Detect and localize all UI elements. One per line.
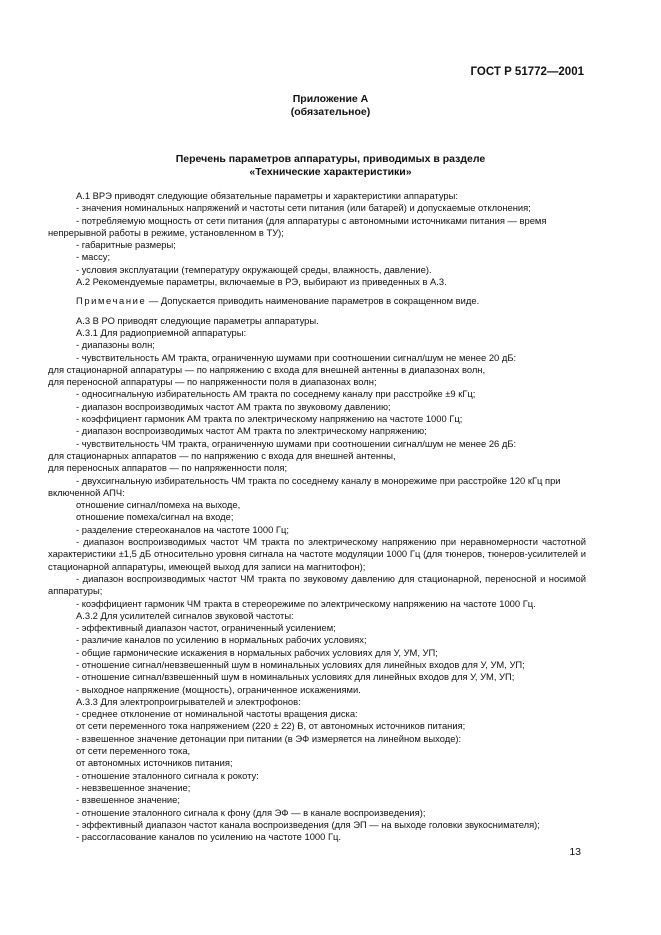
list-item: - коэффициент гармоник АМ тракта по электрическому напряжению на частоте 1000 Гц; (76, 413, 463, 425)
paragraph: А.3.2 Для усилителей сигналов звуковой частоты: (76, 609, 294, 621)
document-body (48, 190, 586, 843)
note-label: Примечание (76, 295, 147, 307)
list-item: - отношение эталонного сигнала к фону (для ЭФ — в канале воспроизведения); (76, 806, 426, 818)
list-item: - общие гармонические искажения в нормальных рабочих условиях для У, УМ, УП; (76, 646, 438, 658)
list-item: - диапазоны волн; (76, 339, 155, 351)
list-item: - массу; (76, 251, 111, 263)
list-item: - среднее отклонение от номинальной частоты вращения диска: (76, 708, 358, 720)
paragraph: А.3.1 Для радиоприемной аппаратуры: (76, 326, 247, 338)
paragraph: отношение помеха/сигнал на входе; (76, 511, 234, 523)
section-title-line2: «Технические характеристики» (249, 166, 412, 178)
appendix-heading (0, 93, 661, 119)
appendix-subtitle: (обязательное) (290, 106, 371, 118)
paragraph: от сети переменного тока напряжением (220 ± 22) В, от автономных источников питания; (76, 720, 466, 732)
list-item: - условия эксплуатации (температуру окружающей среды, влажность, давление). (76, 263, 432, 275)
paragraph: отношение сигнал/помеха на выходе, (76, 499, 241, 511)
list-item: - отношение сигнал/взвешенный шум в номинальных условиях для линейных входов для У, УМ, УП; (76, 671, 515, 683)
paragraph: А.1 ВРЭ приводят следующие обязательные параметры и характеристики аппаратуры: (76, 190, 458, 201)
list-item: - чувствительность ЧМ тракта, ограниченную шумами при соотношении сигнал/шум не менее 26 дБ: (76, 437, 517, 449)
paragraph: для стационарной аппаратуры — по напряжению с входа для внешней антенны в диапазонах волн, (48, 363, 486, 375)
list-item: - односигнальную избирательность АМ тракта по соседнему каналу при расстройке ±9 кГц; (76, 388, 476, 400)
list-item: - эффективный диапазон частот, ограниченный усилением; (76, 622, 336, 634)
list-item: - диапазон воспроизводимых частот ЧМ тракта по звуковому давлению для стационарной, переносной и носимой аппаратуры; (48, 572, 586, 597)
list-item: - отношение сигнал/невзвешенный шум в номинальных условиях для линейных входов для У, УМ, УП; (76, 658, 525, 670)
list-item: - взвешенное значение детонации при питании (в ЭФ измеряется на линейном выходе): (76, 732, 462, 744)
list-item: - отношение эталонного сигнала к рокоту: (76, 769, 259, 781)
list-item: - диапазон воспроизводимых частот АМ тракта по электрическому напряжению; (76, 425, 427, 437)
list-item: - коэффициент гармоник ЧМ тракта в стереорежиме по электрическому напряжению на частоте 1000 Гц. (76, 597, 536, 609)
appendix-title: Приложение А (292, 93, 369, 105)
list-item: - выходное напряжение (мощность), ограниченное искажениями. (76, 683, 361, 695)
list-item: - разделение стереоканалов на частоте 1000 Гц; (76, 523, 289, 535)
list-item: - диапазон воспроизводимых частот АМ тракта по звуковому давлению; (76, 400, 391, 412)
paragraph: А.3 В РО приводят следующие параметры аппаратуры. (76, 314, 319, 326)
list-item: - эффективный диапазон частот канала воспроизведения (для ЭП — на выходе головки звукоснимателя); (76, 818, 540, 830)
list-item: - рассогласование каналов по усилению на частоте 1000 Гц. (76, 831, 341, 843)
list-item: - невзвешенное значение; (76, 781, 191, 793)
list-item: - чувствительность АМ тракта, ограниченную шумами при соотношении сигнал/шум не менее 20 дБ: (76, 351, 517, 363)
list-item: - потребляемую мощность от сети питания (для аппаратуры с автономными источниками питания — время непрерывной работы в режиме, установленном в ТУ); (48, 214, 547, 238)
list-item: - различие каналов по усилению в нормальных рабочих условиях; (76, 634, 367, 646)
paragraph: для стационарных аппаратов — по напряжению с входа для внешней антенны, (48, 449, 396, 461)
document-code: ГОСТ Р 51772—2001 (470, 66, 584, 78)
list-item: - диапазон воспроизводимых частот ЧМ тракта по электрическому напряжению при неравномерности частотной характеристики ±1,5 дБ относительно уровня сигнала на частоте модуляции 1000 Гц (для тюнеров, тюнеров-усилителей и стационарной аппаратуры, имеющей выход для записи на магнитофон); (48, 536, 586, 572)
page-number: 13 (569, 846, 581, 858)
section-title-line1: Перечень параметров аппаратуры, приводимых в разделе (175, 153, 486, 165)
paragraph: для переносной аппаратуры — по напряженности поля в диапазонах волн; (48, 376, 377, 388)
list-item: - значения номинальных напряжений и частоты сети питания (или батарей) и допускаемые отклонения; (76, 202, 531, 214)
paragraph: А.3.3 Для электропроигрывателей и электрофонов: (76, 695, 301, 707)
note-text: — Допускается приводить наименование параметров в сокращенном виде. (146, 295, 480, 307)
list-item: - взвешенное значение; (76, 794, 180, 806)
paragraph: от сети переменного тока, (76, 745, 191, 757)
list-item: - габаритные размеры; (76, 239, 176, 251)
list-item: - двухсигнальную избирательность ЧМ тракта по соседнему каналу в монорежиме при расстройке 120 кГц при включенной АПЧ: (48, 474, 561, 498)
section-heading (0, 153, 661, 179)
paragraph: для переносных аппаратов — по напряженности поля; (48, 462, 288, 474)
paragraph: от автономных источников питания; (76, 757, 233, 769)
note (48, 295, 586, 307)
paragraph: А.2 Рекомендуемые параметры, включаемые в РЭ, выбирают из приведенных в А.3. (76, 276, 447, 288)
